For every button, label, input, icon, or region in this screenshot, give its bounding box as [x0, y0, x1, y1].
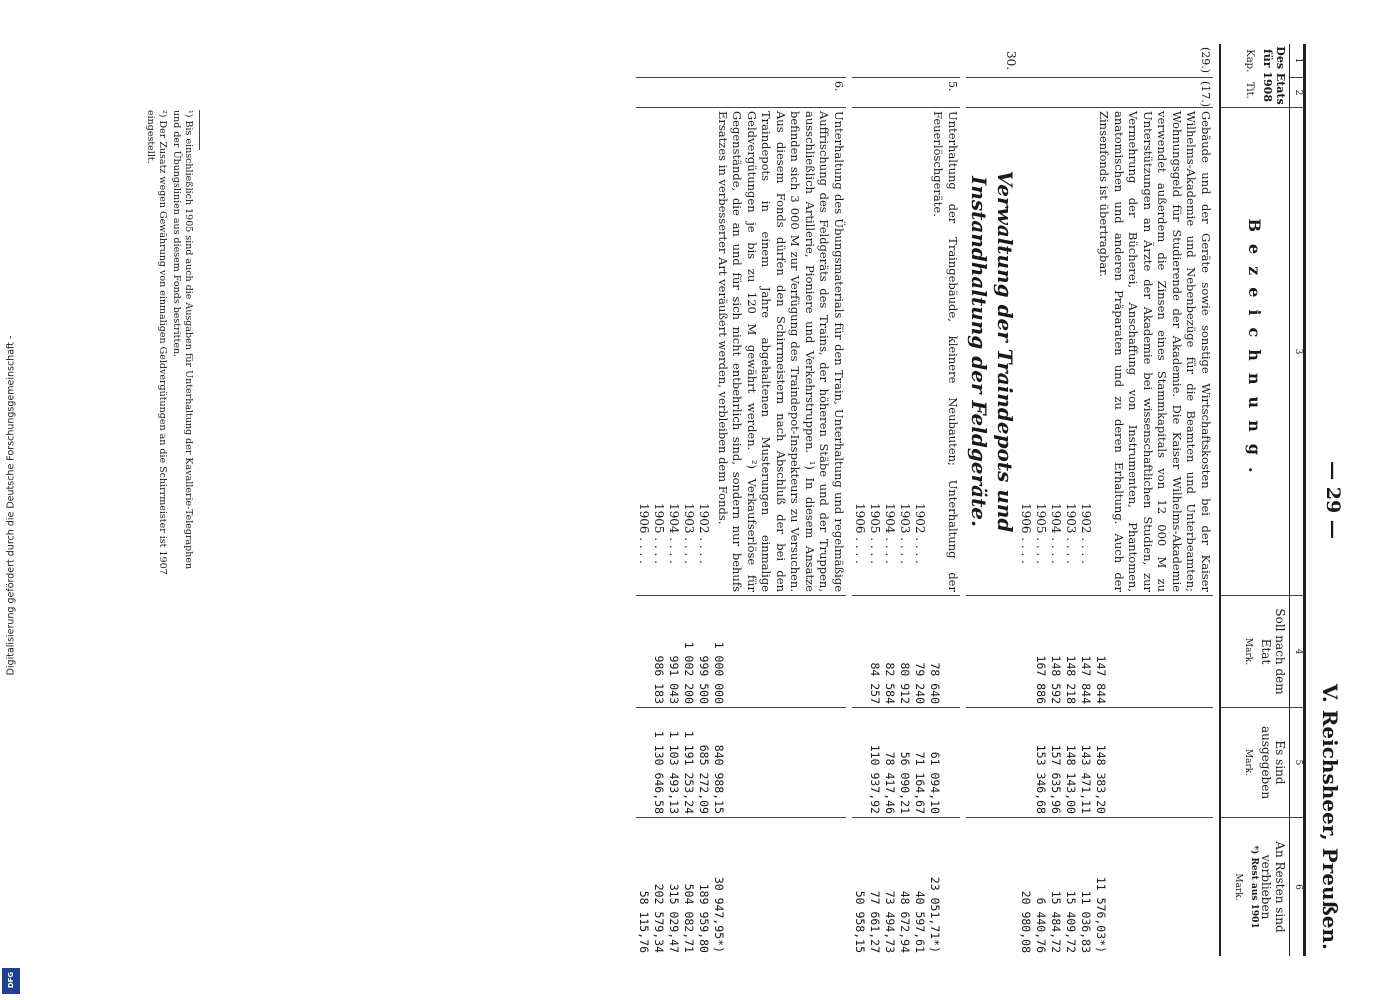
reste-value: 315 029,47: [667, 883, 682, 953]
ausgegeben-cell: [637, 708, 847, 818]
reste-value: 15 409,72: [1064, 890, 1078, 953]
ausgegeben-cell: [852, 708, 960, 818]
soll-value: 1 000 000: [712, 641, 727, 704]
soll-cell: [1018, 596, 1213, 708]
soll-cell: [637, 596, 847, 708]
reste-header: [1221, 818, 1289, 956]
soll-value: 991 043: [667, 655, 682, 704]
soll-value: 84 257: [868, 662, 882, 704]
ausgegeben-value: 71 164,67: [913, 751, 927, 814]
section-heading: Verwaltung der Traindepots und Instandhaltung der Feldgeräte.: [966, 108, 1018, 596]
reste-value: 11 576,03*): [1094, 876, 1108, 953]
reste-final-value: 58 115,76: [637, 890, 652, 953]
empty-cell: [966, 708, 1018, 818]
soll-value: 986 183: [652, 655, 667, 704]
column-number-row: [1289, 44, 1303, 956]
soll-value: 1 002 200: [682, 641, 697, 704]
year-label: 1904 . . . .: [1049, 502, 1063, 564]
ausgegeben-value: 157 635,96: [1049, 744, 1063, 814]
etat-group-label: Des Etats für 1908: [1261, 46, 1287, 105]
ausgegeben-value: 1 191 253,24: [682, 730, 697, 814]
reste-value: 11 036,83: [1079, 890, 1093, 953]
year-label: 1903 . . . .: [682, 502, 697, 564]
column-number: 5: [1290, 708, 1303, 818]
soll-value: 80 912: [898, 662, 912, 704]
ausgegeben-cell: [1018, 708, 1213, 818]
ausgegeben-value-spacer: [1018, 711, 1033, 814]
reste-value: 189 959,80: [697, 883, 712, 953]
ausgegeben-value: 56 090,21: [898, 751, 912, 814]
reste-value: 504 082,71: [682, 883, 697, 953]
bezeichnung-label: Bezeichnung.: [1245, 218, 1265, 485]
reste-label: An Resten sind verblieben: [1259, 841, 1287, 933]
table-row: [852, 44, 966, 956]
reste-value: 77 661,27: [868, 890, 882, 953]
kap-header: Kap.: [1244, 49, 1255, 73]
ausgegeben-value: 61 094,10: [928, 751, 942, 814]
reste-cell: [852, 818, 960, 956]
year-label: 1906 . . . .: [853, 502, 867, 564]
ausgegeben-value-spacer: [637, 711, 652, 814]
etat-header: [1221, 44, 1289, 108]
table-row: [637, 44, 853, 956]
dfg-logo: [2, 968, 20, 994]
ausgegeben-value: 1 130 646,58: [652, 730, 667, 814]
section-title: V. Reichsheer, Preußen.: [1318, 683, 1342, 950]
reste-value: 40 597,61: [913, 890, 927, 953]
description-text: Gebäude und der Geräte sowie sonstige Wirtschaftskosten bei der Kaiser Wilhelms-Akademie und Nebenbezüge für die Beamten und Unterbeamten; Wohnungsgeld für Studierende der Akademie. Die Kaiser Wilhelms-Akademie verwendet außerdem die Zinsen eines Stammkapitals von 12 000 M zu Unterstützungen an Ärzte der Akademie bei wissenschaftlichen Studien, zur Vermehrung der Bücherei, Anschaffung von Instrumenten, Phantomen, anatomischen und anderen Präparaten und zu deren Erhaltung. Auch der Zinsenfonds ist übertragbar.: [1097, 111, 1213, 592]
year-list: [637, 111, 712, 592]
soll-cell: [852, 596, 960, 708]
ausgegeben-value: 110 937,92: [868, 744, 882, 814]
footnote-text: ¹) Bis einschließlich 1905 sind auch die Ausgaben für Unterhaltung der Kavallerie-Telegraphen und der Übungslinien aus diesem Fonds bestritten.: [171, 110, 194, 570]
year-label: 1905 . . . .: [652, 502, 667, 564]
ausgegeben-value: 840 988,15: [712, 744, 727, 814]
reste-cell: [1018, 818, 1213, 956]
ausgegeben-label: Es sind ausgegeben: [1259, 725, 1287, 800]
kap-cell: [852, 44, 960, 78]
year-label: 1904 . . . .: [883, 502, 897, 564]
column-number: 1: [1290, 44, 1303, 78]
year-label: 1903 . . . .: [898, 502, 912, 564]
kap-cell: 30.: [966, 44, 1018, 78]
tit-cell: 5.: [852, 78, 960, 108]
page-number: — 29 —: [1322, 461, 1344, 539]
year-label: 1905 . . . .: [868, 502, 882, 564]
table-row: [966, 44, 1018, 956]
reste-value: 202 579,34: [652, 883, 667, 953]
reste-value: 6 440,76: [1034, 897, 1048, 953]
soll-value: 147 844: [1094, 655, 1108, 704]
year-label: 1904 . . . .: [667, 502, 682, 564]
dfg-logo-text: DFG: [7, 971, 15, 989]
rotated-page: [90, 40, 1350, 960]
ausgegeben-unit: Mark.: [1243, 748, 1253, 777]
soll-header: [1221, 596, 1289, 708]
ausgegeben-header: [1221, 708, 1289, 818]
column-number: 4: [1290, 596, 1303, 708]
year-label: 1902 . . . .: [697, 502, 712, 564]
ausgegeben-value: 78 417,46: [883, 751, 897, 814]
ausgegeben-value: 1 103 493,13: [667, 730, 682, 814]
description-cell: [1018, 108, 1213, 596]
soll-value: 79 240: [913, 662, 927, 704]
reste-value: 73 494,73: [883, 890, 897, 953]
reste-final-value: 20 980,08: [1019, 890, 1033, 953]
description-cell: [637, 108, 847, 596]
column-number: 3: [1290, 108, 1303, 596]
kap-cell: (29.): [1018, 44, 1213, 78]
tit-header: Tit.: [1244, 81, 1255, 99]
table-row: [1018, 44, 1219, 956]
bezeichnung-header: [1221, 108, 1289, 596]
reste-value: 23 051,71*): [928, 876, 942, 953]
ausgegeben-value: 685 272,09: [697, 744, 712, 814]
soll-value: 147 844: [1079, 655, 1093, 704]
page-header: [1310, 40, 1350, 960]
budget-table: [637, 44, 1307, 956]
ausgegeben-value: 148 383,20: [1094, 744, 1108, 814]
year-label: 1906 . . . .: [1019, 502, 1033, 564]
ausgegeben-value: 143 471,11: [1079, 744, 1093, 814]
column-number: 6: [1293, 884, 1303, 890]
soll-value: 148 592: [1049, 655, 1063, 704]
tit-cell: (17.): [1018, 78, 1213, 108]
tit-cell: 6.: [637, 78, 847, 108]
soll-value-spacer: [637, 599, 652, 704]
ausgegeben-value-spacer: [852, 711, 867, 814]
year-label: 1903 . . . .: [1064, 502, 1078, 564]
soll-value-spacer: [1018, 599, 1033, 704]
reste-cell: [637, 818, 847, 956]
soll-value: 148 218: [1064, 655, 1078, 704]
ausgegeben-value: 153 346,68: [1034, 744, 1048, 814]
footnote-rule: [199, 110, 200, 150]
soll-value: 78 640: [928, 662, 942, 704]
year-label: 1906 . . . .: [637, 502, 652, 564]
soll-value: 999 500: [697, 655, 712, 704]
soll-value: 82 584: [883, 662, 897, 704]
tit-cell: [966, 78, 1018, 108]
description-cell: [852, 108, 960, 596]
reste-value: 48 672,94: [898, 890, 912, 953]
year-label: 1905 . . . .: [1034, 502, 1048, 564]
description-text: Unterhaltung der Traingebäude, kleinere Neubauten; Unterhaltung der Feuerlöschgeräte.: [931, 111, 960, 592]
empty-cell: [966, 596, 1018, 708]
column-number: 2: [1290, 78, 1303, 108]
ausgegeben-value: 148 143,00: [1064, 744, 1078, 814]
footnote-text: ²) Der Zusatz wegen Gewährung von einmaligen Geldvergütungen an die Schirrmeister ist 1907 eingestellt.: [145, 110, 168, 575]
year-label: 1902 . . . .: [913, 502, 927, 564]
year-label: 1902 . . . .: [1079, 502, 1093, 564]
digitization-sidebar: [0, 0, 22, 1000]
reste-note: *) Rest aus 1901: [1249, 845, 1259, 929]
table-header: [1219, 44, 1289, 956]
year-list: [1018, 111, 1093, 592]
soll-unit: Mark.: [1243, 637, 1253, 666]
reste-value: 15 484,72: [1049, 890, 1063, 953]
soll-label: Soll nach dem Etat: [1259, 608, 1287, 695]
table-body: [637, 44, 1220, 956]
reste-unit: Mark.: [1233, 873, 1243, 901]
soll-value: 167 886: [1034, 655, 1048, 704]
reste-value: 30 947,95*): [712, 876, 727, 953]
empty-cell: [966, 818, 1018, 956]
soll-value-spacer: [852, 599, 867, 704]
year-list: [852, 111, 927, 592]
reste-final-value: 50 958,15: [853, 890, 867, 953]
description-text: Unterhaltung des Übungsmaterials für den Train, Unterhaltung und regelmäßige Auffrischung des Feldgeräts des Trains, der höheren Stäbe und der Truppen, ausschließlich Artillerie, Pioniere und Verkehrstruppen. ¹) In diesem Ansatze befinden sich 3 000 M zur Verfügung des Traindepot-Inspekteurs zu Versuchen. Aus diesem Fonds dürfen den Schirrmeistern nach Abschluß der bei den Traindepots in einem Jahre abgehaltenen Musterungen einmalige Geldvergütungen je bis zu 120 M gewährt werden. ²) Verkaufserlöse für Gegenstände, die an und für sich nicht entbehrlich sind, sondern nur behufs Ersatzes in verbesserter Art veräußert werden, verbleiben dem Fonds.: [716, 111, 846, 592]
kap-cell: [637, 44, 847, 78]
funding-credit: Digitalisierung gefördert durch die Deutsche Forschungsgemeinschaft -: [5, 335, 17, 676]
